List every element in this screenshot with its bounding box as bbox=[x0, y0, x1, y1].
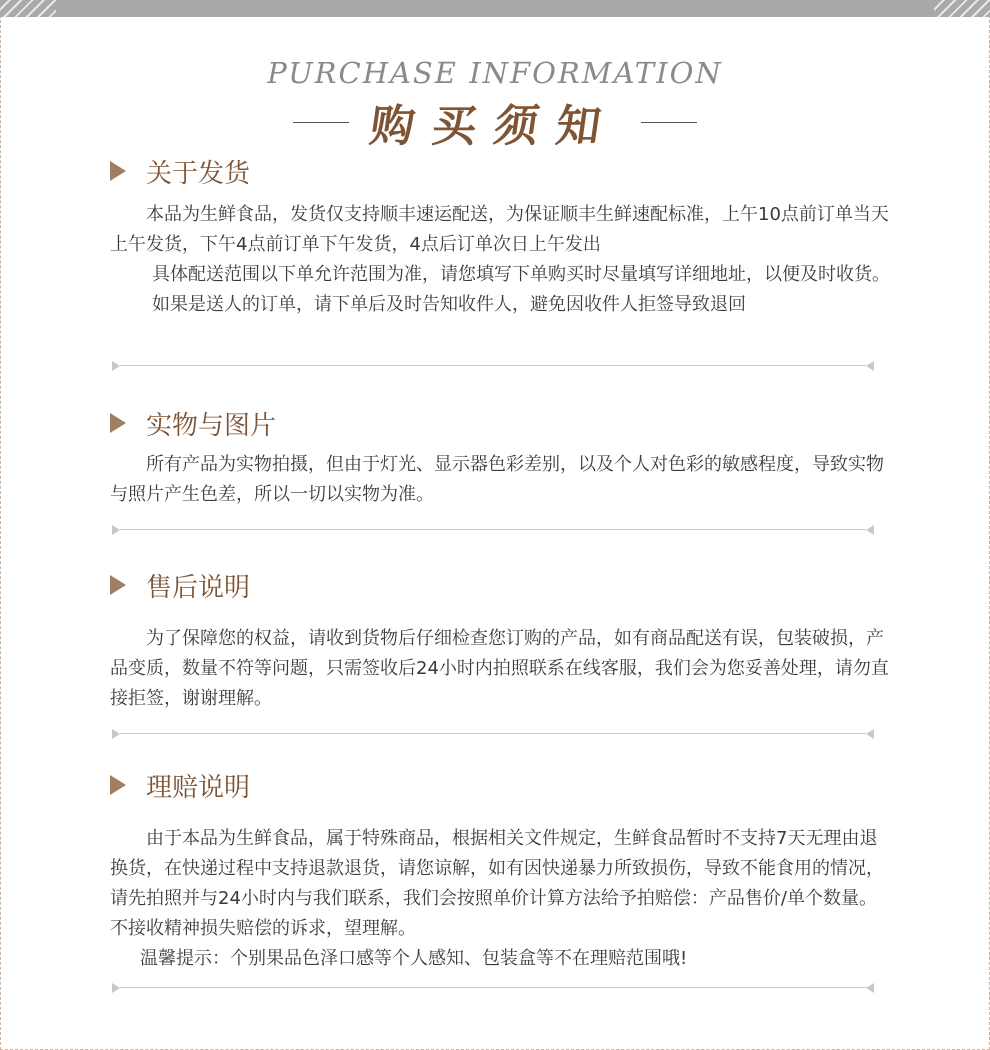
section-title-text: 售后说明 bbox=[146, 572, 251, 603]
section-title-text: 关于发货 bbox=[146, 158, 251, 189]
top-bar bbox=[0, 0, 990, 17]
section-paragraph: 所有产品为实物拍摄，但由于灯光、显示器色彩差别，以及个人对色彩的敏感程度，导致实物与照片产生色差，所以一切以实物为准。 bbox=[110, 454, 884, 505]
section-shipping bbox=[110, 154, 890, 320]
section-title-text: 理赔说明 bbox=[146, 772, 251, 803]
header-line-left bbox=[293, 122, 349, 123]
header-title-row bbox=[0, 92, 990, 152]
triangle-bullet-icon bbox=[110, 575, 126, 595]
section-divider bbox=[112, 728, 874, 740]
header-title-cn: 购买须知 bbox=[366, 101, 622, 152]
section-title bbox=[110, 568, 890, 602]
section-paragraph: 本品为生鲜食品，发货仅支持顺丰速运配送，为保证顺丰生鲜速配标准，上午10点前订单当天上午发货，下午4点前订单下午发货，4点后订单次日上午发出 bbox=[110, 204, 889, 255]
section-paragraph: 如果是送人的订单，请下单后及时告知收件人，避免因收件人拒签导致退回 bbox=[152, 294, 746, 315]
section-paragraph: 为了保障您的权益，请收到货物后仔细检查您订购的产品，如有商品配送有误，包装破损，产品变质，数量不符等问题，只需签收后24小时内拍照联系在线客服，我们会为您妥善处理，请勿直接拒签，谢谢理解。 bbox=[110, 628, 889, 709]
section-paragraph: 温馨提示：个别果品色泽口感等个人感知、包装盒等不在理赔范围哦! bbox=[140, 948, 688, 969]
section-divider bbox=[112, 360, 874, 372]
header-title-en: PURCHASE INFORMATION bbox=[267, 56, 723, 90]
header-line-right bbox=[641, 122, 697, 123]
triangle-bullet-icon bbox=[110, 413, 126, 433]
section-title-text: 实物与图片 bbox=[146, 410, 277, 441]
section-title bbox=[110, 406, 890, 440]
top-bar-hatch-right bbox=[934, 0, 990, 17]
section-divider bbox=[112, 982, 874, 994]
section-title bbox=[110, 768, 890, 802]
section-divider bbox=[112, 524, 874, 536]
section-paragraph: 具体配送范围以下单允许范围为准，请您填写下单购买时尽量填写详细地址，以便及时收货。 bbox=[152, 264, 890, 285]
section-paragraph: 由于本品为生鲜食品，属于特殊商品，根据相关文件规定，生鲜食品暂时不支持7天无理由退换货，在快递过程中支持退款退货，请您谅解，如有因快递暴力所致损伤，导致不能食用的情况，请先拍照并与24小时内与我们联系，我们会按照单价计算方法给予拍赔偿：产品售价/单个数量。不接收精神损失赔偿的诉求，望理解。 bbox=[110, 828, 884, 939]
triangle-bullet-icon bbox=[110, 775, 126, 795]
top-bar-hatch-left bbox=[0, 0, 56, 17]
section-after-sales bbox=[110, 568, 890, 714]
section-product-photos bbox=[110, 406, 890, 510]
section-title bbox=[110, 154, 890, 188]
triangle-bullet-icon bbox=[110, 161, 126, 181]
section-claims bbox=[110, 768, 890, 974]
